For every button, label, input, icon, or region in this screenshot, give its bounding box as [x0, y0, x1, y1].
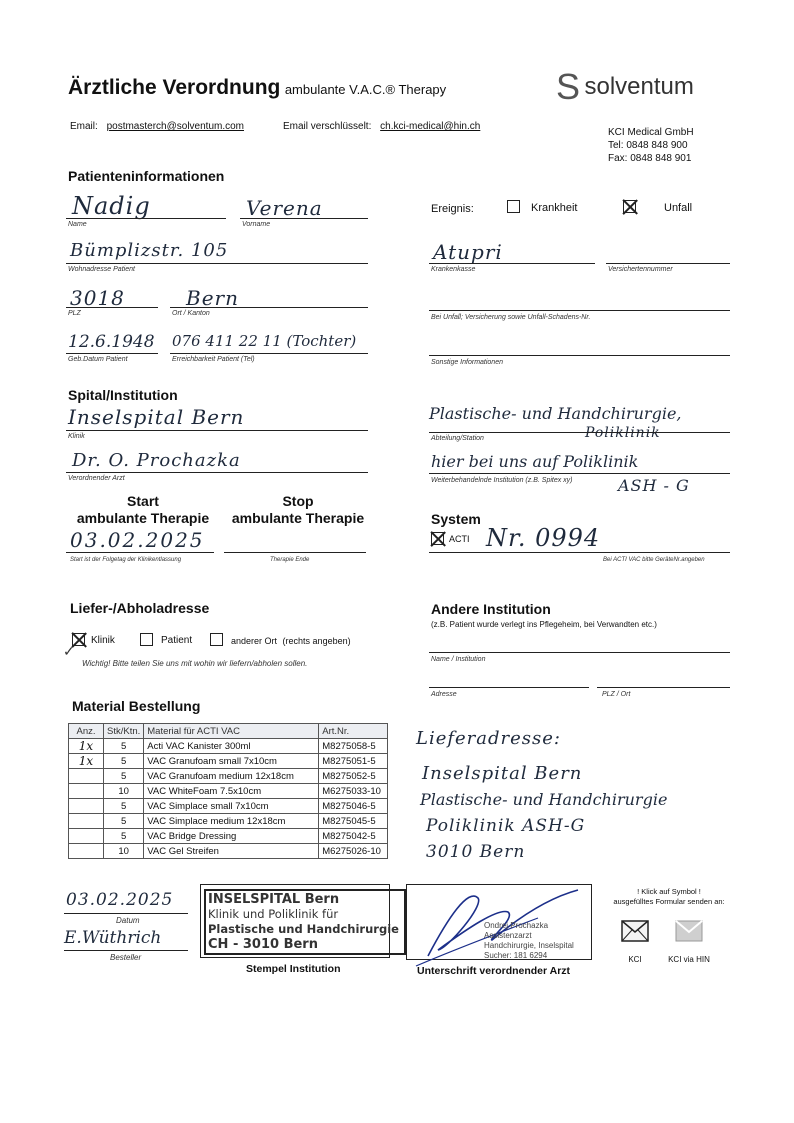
company-info — [608, 126, 694, 165]
hw-address-line-5: 3010 Bern — [426, 842, 526, 862]
acti-line — [429, 552, 730, 553]
col-anz: Anz. — [69, 724, 104, 739]
patient-geb-label: Geb.Datum Patient — [68, 356, 128, 363]
footer-besteller-label: Besteller — [110, 953, 142, 962]
patient-adresse-label: Wohnadresse Patient — [68, 266, 135, 273]
spital-klinik-value: Inselspital Bern — [68, 405, 245, 429]
patient-name-value: Nadig — [72, 192, 151, 220]
delivery-anderer-checkbox[interactable] — [210, 633, 223, 646]
anz-cell — [69, 814, 104, 829]
stamp-line-2: Klinik und Poliklinik für — [208, 907, 339, 921]
patient-name-label: Name — [68, 221, 87, 228]
delivery-patient-checkbox[interactable] — [140, 633, 153, 646]
patient-kasse-label: Krankenkasse — [431, 266, 476, 273]
anz-cell: 1x — [69, 739, 104, 754]
spital-arzt-label: Verordnender Arzt — [68, 475, 125, 482]
patient-tel-value: 076 411 22 11 (Tochter) — [172, 332, 357, 350]
spital-abteilung-line — [429, 432, 730, 433]
material-cell: VAC WhiteFoam 7.5x10cm — [144, 784, 319, 799]
spital-arzt-line — [66, 472, 368, 473]
patient-plz-label: PLZ — [68, 310, 81, 317]
col-material: Material für ACTI VAC — [144, 724, 319, 739]
spital-klinik-line — [66, 430, 368, 431]
acti-nr-value: Nr. 0994 — [486, 524, 601, 552]
art-cell: M8275046-5 — [319, 799, 388, 814]
mail-icon — [621, 920, 649, 942]
material-cell: VAC Simplace small 7x10cm — [144, 799, 319, 814]
delivery-klinik-label: Klinik — [91, 635, 115, 646]
spital-klinik-label: Klinik — [68, 433, 85, 440]
form-subtitle: ambulante V.A.C.® Therapy — [284, 82, 447, 97]
patient-vorname-label: Vorname — [242, 221, 271, 228]
send-hint-line-1: ! Klick auf Symbol ! — [637, 887, 701, 896]
start-title-line2: ambulante Therapie — [76, 510, 210, 526]
form-title-main: Ärztliche Verordnung — [68, 76, 281, 99]
mail-hin-icon — [675, 920, 703, 942]
ereignis-label: Ereignis: — [431, 203, 474, 215]
company-fax: Fax: 0848 848 901 — [608, 153, 692, 164]
kci-hin-label: KCI via HIN — [668, 955, 710, 964]
krankheit-checkbox[interactable] — [507, 200, 520, 213]
brand-name: solventum — [584, 73, 694, 100]
table-row — [69, 754, 388, 769]
material-cell: VAC Simplace medium 12x18cm — [144, 814, 319, 829]
kci-label: KCI — [628, 955, 642, 964]
material-section-title: Material Bestellung — [72, 698, 201, 714]
art-cell: M6275026-10 — [319, 844, 388, 859]
institution-stamp — [204, 889, 406, 955]
delivery-anderer-label — [231, 636, 351, 646]
stop-date-line — [224, 552, 366, 553]
material-header-row — [69, 724, 388, 739]
art-cell: M8275058-5 — [319, 739, 388, 754]
anz-cell: 1x — [69, 754, 104, 769]
delivery-warning: Wichtig! Bitte teilen Sie uns mit wohin wir liefern/abholen sollen. — [82, 659, 308, 668]
company-name: KCI Medical GmbH — [608, 127, 694, 138]
spital-weiter-value2: ASH - G — [618, 476, 690, 495]
doctor-stamp — [484, 921, 574, 961]
hw-address-line-3: Plastische- und Handchirurgie — [420, 790, 668, 809]
art-cell: M8275051-5 — [319, 754, 388, 769]
patient-ort-line — [170, 307, 368, 308]
andere-name-label: Name / Institution — [431, 656, 486, 663]
anz-cell — [69, 829, 104, 844]
patient-plz-line — [66, 307, 158, 308]
patient-ort-label: Ort / Kanton — [172, 310, 210, 317]
email-encrypted-link[interactable]: ch.kci-medical@hin.ch — [380, 121, 481, 132]
stamp-line-1: INSELSPITAL Bern — [208, 892, 340, 907]
patient-kasse-value: Atupri — [433, 240, 503, 264]
start-title — [70, 493, 216, 527]
patient-kasse-line — [429, 263, 595, 264]
spital-weiter-line — [429, 473, 730, 474]
email-encrypted-row — [283, 121, 480, 132]
kci-mail-button[interactable] — [620, 920, 650, 964]
stop-title — [225, 493, 371, 527]
unfall-checkbox[interactable] — [623, 200, 636, 213]
brand-logo — [556, 66, 694, 108]
start-date-line — [66, 552, 214, 553]
material-table-body — [69, 739, 388, 859]
hw-address-line-2: Inselspital Bern — [422, 763, 583, 784]
andere-plz-label: PLZ / Ort — [602, 691, 631, 698]
material-cell: VAC Bridge Dressing — [144, 829, 319, 844]
form-title — [68, 76, 446, 100]
stk-cell: 10 — [104, 844, 144, 859]
unfall-vers-line — [429, 310, 730, 311]
sonstige-line — [429, 355, 730, 356]
stk-cell: 5 — [104, 769, 144, 784]
patient-vorname-value: Verena — [246, 196, 323, 220]
doctor-stamp-line-3: Handchirurgie, Inselspital — [484, 941, 574, 950]
delivery-section-title: Liefer-/Abholadresse — [70, 600, 210, 616]
send-hint — [594, 887, 744, 907]
patient-geb-value: 12.6.1948 — [68, 332, 155, 352]
kci-hin-mail-button[interactable] — [664, 920, 714, 964]
acti-label: ACTI — [449, 534, 470, 544]
patient-ort-value: Bern — [186, 286, 239, 310]
art-cell: M6275033-10 — [319, 784, 388, 799]
email-link[interactable]: postmasterch@solventum.com — [106, 121, 244, 132]
stk-cell: 5 — [104, 814, 144, 829]
patient-tel-label: Erreichbarkeit Patient (Tel) — [172, 356, 255, 363]
table-row — [69, 784, 388, 799]
stk-cell: 10 — [104, 784, 144, 799]
stop-title-line2: ambulante Therapie — [231, 510, 365, 526]
start-title-line1: Start — [127, 493, 159, 509]
material-cell: VAC Granufoam medium 12x18cm — [144, 769, 319, 784]
send-hint-line-2: ausgefülltes Formular senden an: — [613, 897, 725, 906]
patient-name-line — [66, 218, 226, 219]
patient-adresse-value: Bümplizstr. 105 — [70, 240, 229, 261]
col-stk: Stk/Ktn. — [104, 724, 144, 739]
spital-weiter-value: hier bei uns auf Poliklinik — [431, 452, 639, 471]
stop-title-line1: Stop — [282, 493, 314, 509]
stk-cell: 5 — [104, 799, 144, 814]
patient-adresse-line — [66, 263, 368, 264]
footer-date-label: Datum — [116, 916, 140, 925]
hw-address-line-4: Poliklinik ASH-G — [426, 816, 586, 836]
andere-name-line — [429, 652, 730, 653]
footer-besteller-line — [64, 950, 188, 951]
andere-plz-line — [597, 687, 730, 688]
anz-cell — [69, 784, 104, 799]
stamp-line-3: Plastische und Handchirurgie — [208, 922, 399, 936]
doctor-stamp-line-4: Sucher: 181 6294 — [484, 951, 548, 960]
unfall-vers-label: Bei Unfall; Versicherung sowie Unfall-Schadens-Nr. — [431, 314, 591, 321]
material-cell: VAC Granufoam small 7x10cm — [144, 754, 319, 769]
anz-cell — [69, 799, 104, 814]
table-row — [69, 739, 388, 754]
acti-note: Bei ACTI VAC bitte GeräteNr.angeben — [603, 557, 705, 563]
patient-tel-line — [170, 353, 368, 354]
stamp-label: Stempel Institution — [246, 963, 341, 975]
patient-geb-line — [66, 353, 158, 354]
table-row — [69, 814, 388, 829]
versicherten-line — [606, 263, 730, 264]
acti-checkbox[interactable] — [431, 532, 444, 545]
spital-weiter-label: Weiterbehandelnde Institution (z.B. Spitex xy) — [431, 477, 573, 484]
patient-vorname-line — [240, 218, 368, 219]
spital-abteilung-value2: Poliklinik — [585, 425, 661, 441]
spital-abteilung-value: Plastische- und Handchirurgie, — [429, 404, 682, 423]
stk-cell: 5 — [104, 829, 144, 844]
material-cell: Acti VAC Kanister 300ml — [144, 739, 319, 754]
art-cell: M8275045-5 — [319, 814, 388, 829]
company-tel: Tel: 0848 848 900 — [608, 140, 688, 151]
sonstige-label: Sonstige Informationen — [431, 359, 503, 366]
spital-arzt-value: Dr. O. Prochazka — [72, 450, 241, 471]
patient-plz-value: 3018 — [70, 286, 125, 310]
andere-adresse-label: Adresse — [431, 691, 457, 698]
stop-date-note: Therapie Ende — [270, 557, 310, 563]
hw-address-line-1: Lieferadresse: — [416, 728, 561, 749]
art-cell: M8275052-5 — [319, 769, 388, 784]
delivery-warning-icon: ✓ — [63, 643, 75, 659]
doctor-stamp-line-1: Ondrej Prochazka — [484, 921, 549, 930]
email-encrypted-label: Email verschlüsselt: — [283, 121, 372, 132]
unfall-label: Unfall — [664, 202, 693, 214]
stk-cell: 5 — [104, 739, 144, 754]
delivery-patient-label: Patient — [161, 635, 193, 646]
table-row — [69, 844, 388, 859]
email-label: Email: — [70, 121, 98, 132]
delivery-anderer-hint: (rechts angeben) — [282, 636, 351, 646]
krankheit-label: Krankheit — [531, 202, 578, 214]
email-row — [70, 121, 244, 132]
andere-hint: (z.B. Patient wurde verlegt ins Pflegeheim, bei Verwandten etc.) — [431, 620, 657, 629]
system-title: System — [431, 511, 481, 527]
stamp-line-4: CH - 3010 Bern — [208, 937, 318, 952]
material-cell: VAC Gel Streifen — [144, 844, 319, 859]
start-date-value: 03.02.2025 — [70, 528, 205, 552]
delivery-anderer-text: anderer Ort — [231, 636, 278, 646]
signature-label: Unterschrift verordnender Arzt — [417, 965, 571, 977]
brand-s-icon: S — [556, 66, 581, 107]
anz-cell — [69, 769, 104, 784]
patient-section-title: Patienteninformationen — [68, 168, 225, 184]
col-art: Art.Nr. — [319, 724, 388, 739]
versicherten-label: Versichertennummer — [608, 266, 673, 273]
doctor-stamp-line-2: Assistenzarzt — [484, 931, 532, 940]
andere-section-title: Andere Institution — [431, 601, 551, 617]
footer-date-line — [64, 913, 188, 914]
art-cell: M8275042-5 — [319, 829, 388, 844]
footer-date-value: 03.02.2025 — [66, 890, 174, 910]
table-row — [69, 799, 388, 814]
andere-adresse-line — [429, 687, 589, 688]
footer-besteller-signature: E.Wüthrich — [64, 928, 162, 948]
material-table — [68, 723, 388, 859]
table-row — [69, 769, 388, 784]
spital-abteilung-label: Abteilung/Station — [431, 435, 484, 442]
spital-section-title: Spital/Institution — [68, 387, 178, 403]
stk-cell: 5 — [104, 754, 144, 769]
start-date-note: Start ist der Folgetag der Klinikentlassung — [70, 557, 182, 563]
table-row — [69, 829, 388, 844]
anz-cell — [69, 844, 104, 859]
